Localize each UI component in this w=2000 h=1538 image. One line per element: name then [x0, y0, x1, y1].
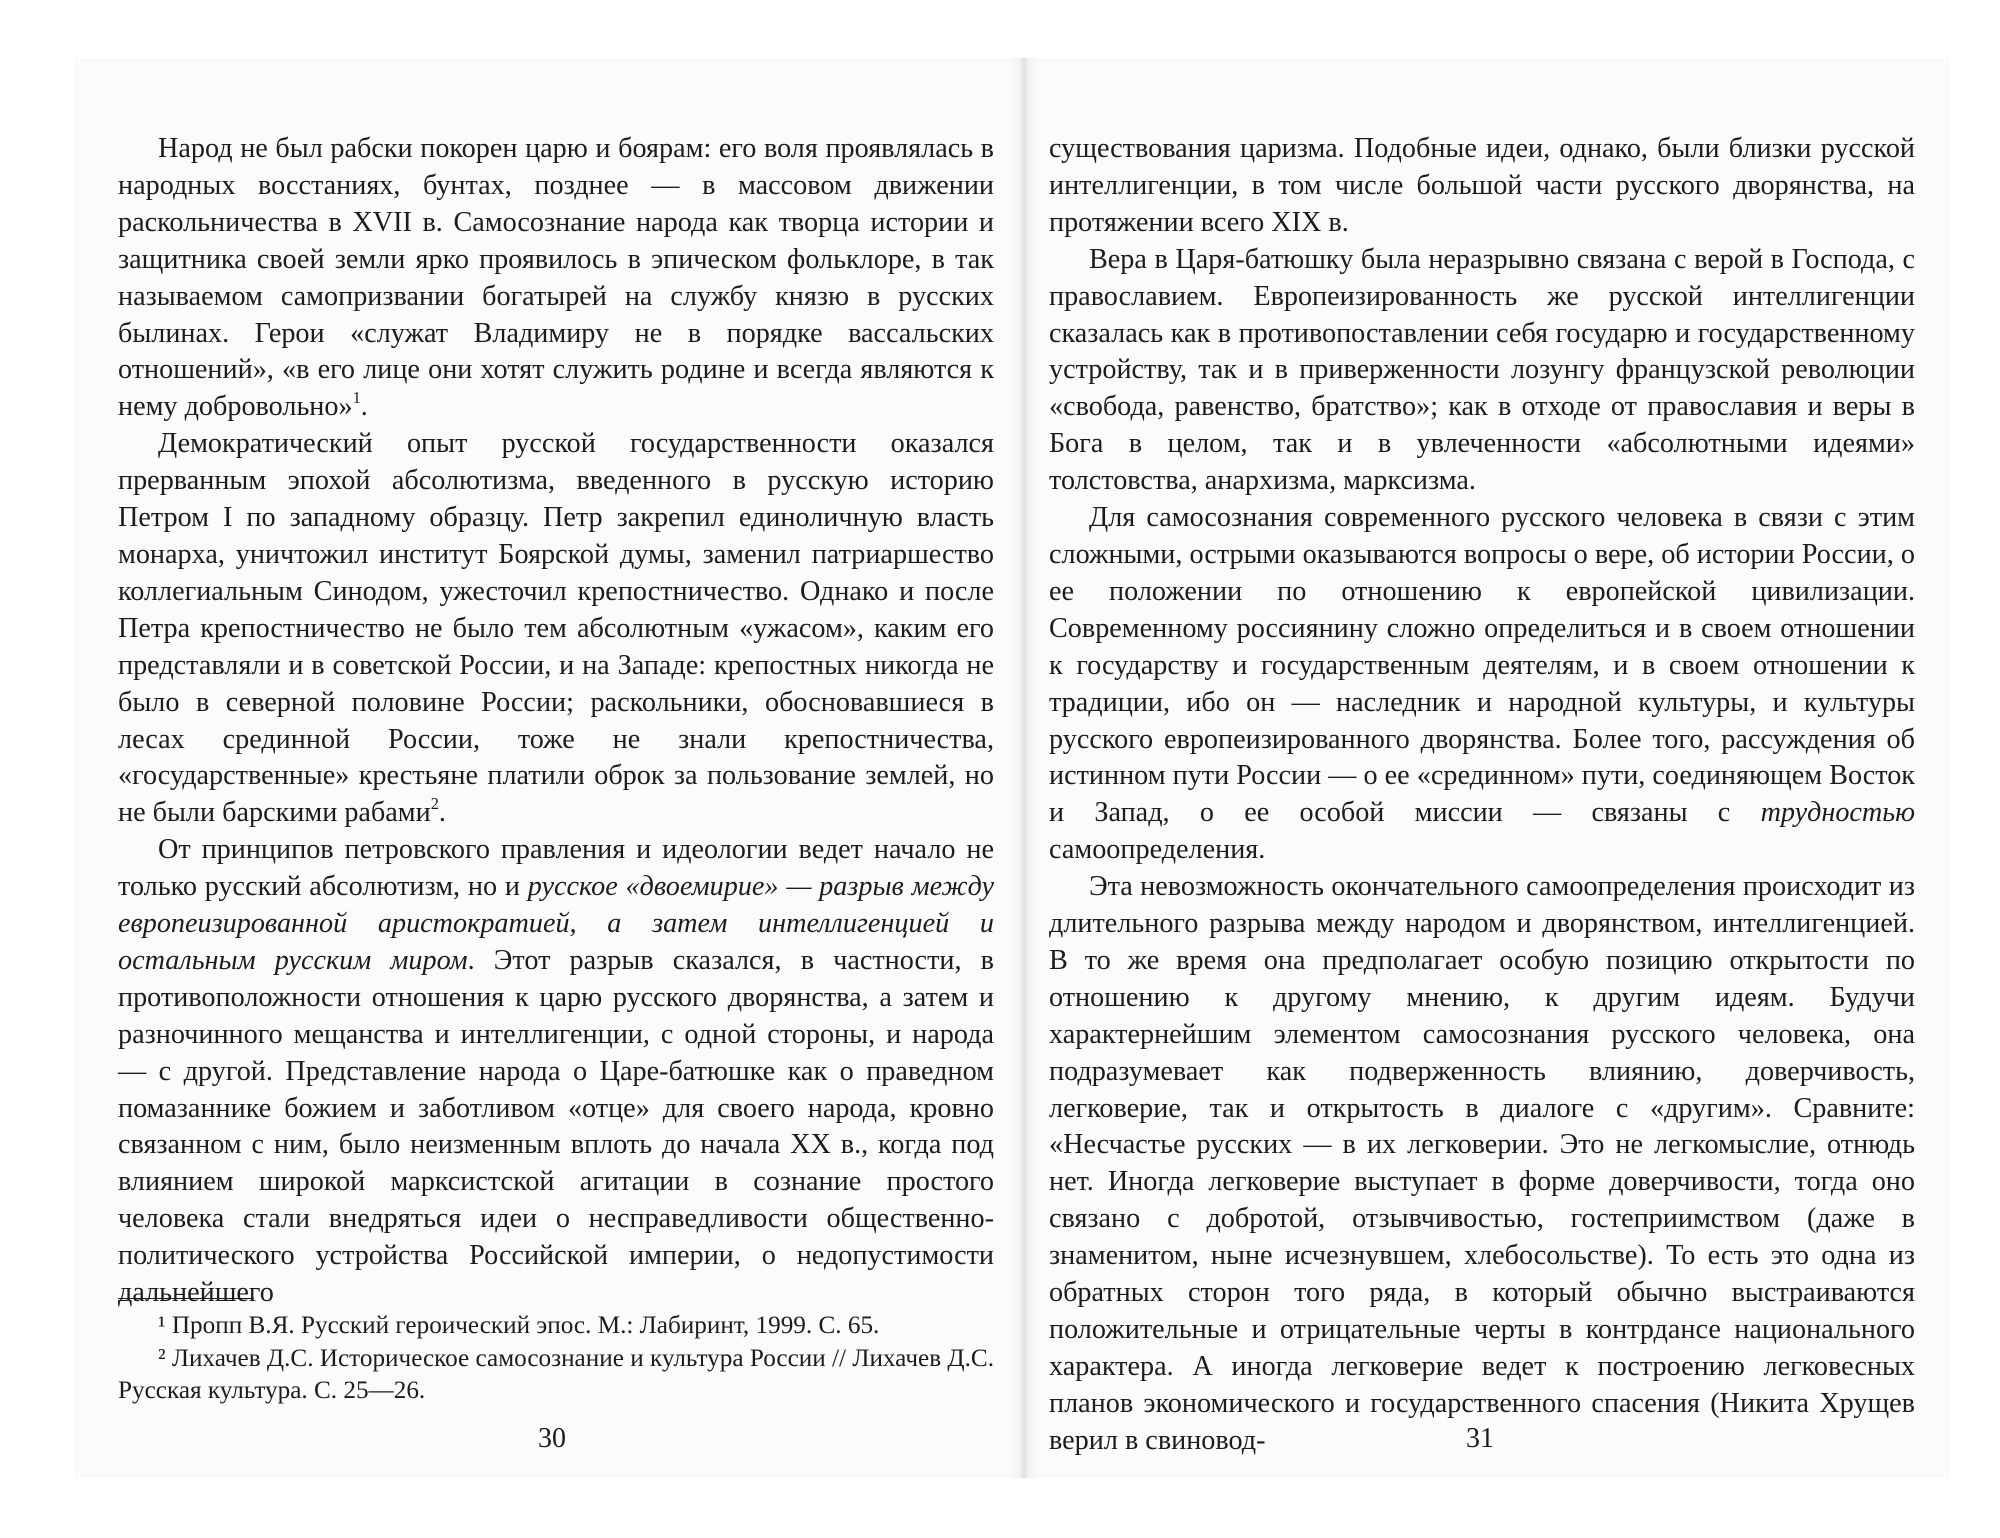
- text-run: Демократический опыт русской государственности оказался прерванным эпохой абсолютизма, введенного в русскую историю Петром I по западному образцу. Петр закрепил единоличную власть монарха, уничтожил институт Боярской думы, заменил патриаршество коллегиальным Синодом, ужесточил крепостничество. Однако и после Петра крепостничество не было тем абсолютным «ужасом», каким его представляли и в советской России, и на Западе: крепостных никогда не было в северной половине России; раскольники, обосновавшиеся в лесах срединной России, тоже не знали крепостничества, «государственные» крестьяне платили оброк за пользование землей, но не были барскими рабами: [118, 428, 994, 829]
- footnote-2: ² Лихачев Д.С. Историческое самосознание и культура России // Лихачев Д.С. Русская культура. С. 25—26.: [118, 1344, 994, 1404]
- footnote-1: ¹ Пропп В.Я. Русский героический эпос. М.: Лабиринт, 1999. С. 65.: [158, 1312, 880, 1339]
- text-run: существования царизма. Подобные идеи, однако, были близки русской интеллигенции, в том числе большой части русского дворянства, на протяжении всего XIX в.: [1049, 133, 1915, 238]
- left-paragraph-2: [118, 426, 994, 832]
- footnotes: [118, 1310, 994, 1408]
- italic-run: трудностью: [1760, 797, 1915, 829]
- footnote-marker: 2: [430, 794, 439, 814]
- right-paragraph-3: [1049, 500, 1915, 869]
- italic-run: русское «двоемирие» — разрыв между европеизированной аристократией, а затем интеллигенцией и остальным русским миром: [118, 871, 994, 976]
- text-run: Эта невозможность окончательного самоопределения происходит из длительного разрыва между народом и дворянством, интеллигенцией. В то же время она предполагает особую позицию открытости по отношению к другому мнению, к другим идеям. Будучи характернейшим элементом самосознания русского человека, она подразумевает как подверженность влиянию, доверчивость, легковерие, так и открытость в диалоге с «другим». Сравните: «Несчастье русских — в их легковерии. Это не легкомыслие, отнюдь нет. Иногда легковерие выступает в форме доверчивости, тогда оно связано с добротой, отзывчивостью, гостеприимством (даже в знаменитом, ныне исчезнувшем, хлебосольстве). То есть это одна из обратных сторон того ряда, в который обычно выстраиваются положительные и отрицательные черты в контрдансе национального характера. А иногда легковерие ведет к построению легковесных планов экономического и государственного спасения (Никита Хрущев верил в свиновод-: [1049, 871, 1915, 1456]
- footnote-marker: 1: [352, 388, 361, 408]
- book-gutter: [1019, 58, 1029, 1478]
- text-run: .: [438, 797, 446, 829]
- left-page-body: [118, 131, 994, 1312]
- text-run: Народ не был рабски покорен царю и боярам: его воля проявлялась в народных восстаниях, бунтах, позднее — в массовом движении раскольничества в XVII в. Самосознание народа как творца истории и защитника своей земли ярко проявилось в эпическом фольклоре, в так называемом самопризвании богатырей на службу князю в русских былинах. Герои «служат Владимиру не в порядке вассальских отношений», «в его лице они хотят служить родине и всегда являются к нему добровольно»: [118, 133, 994, 423]
- left-paragraph-3: [118, 832, 994, 1312]
- text-run: .: [360, 391, 368, 423]
- text-run: . Этот разрыв сказался, в частности, в противоположности отношения к царю русского дворянства, а затем и разночинного мещанства и интеллигенции, с одной стороны, и народа — с другой. Представление народа о Царе-батюшке как о праведном помазаннике божием и заботливом «отце» для своего народа, кровно связанном с ним, было неизменным вплоть до начала XX в., когда под влиянием широкой марксистской агитации в сознание простого человека стали внедряться идеи о несправедливости общественно-политического устройства Российской империи, о недопустимости дальнейшего: [118, 944, 994, 1309]
- text-run: Вера в Царя-батюшку была неразрывно связана с верой в Господа, с православием. Европеизированность же русской интеллигенции сказалась как в противопоставлении себя государю и государственному устройству, так и в приверженности лозунгу французской революции «свобода, равенство, братство»; как в отходе от православия и веры в Бога в целом, так и в увлеченности «абсолютными идеями» толстовства, анархизма, марксизма.: [1049, 243, 1915, 497]
- page-number-left: 30: [538, 1423, 566, 1454]
- right-paragraph-1: [1049, 131, 1915, 242]
- right-paragraph-2: [1049, 242, 1915, 500]
- left-page: [74, 58, 1024, 1478]
- text-run: самоопределения.: [1049, 834, 1266, 866]
- right-page-body: [1049, 131, 1915, 1460]
- right-paragraph-4: [1049, 869, 1915, 1460]
- page-number-right: 31: [1466, 1423, 1494, 1454]
- left-paragraph-1: [118, 131, 994, 426]
- text-run: От принципов петровского правления и идеологии ведет начало не только русский абсолютизм, но и: [118, 834, 994, 903]
- text-run: Для самосознания современного русского человека в связи с этим сложными, острыми оказываются вопросы о вере, об истории России, о ее положении по отношению к европейской цивилизации. Современному россиянину сложно определиться и в своем отношении к государству и государственным деятелям, и в своем отношении к традиции, ибо он — наследник и народной культуры, и культуры русского европеизированного дворянства. Более того, рассуждения об истинном пути России — о ее «срединном» пути, соединяющем Восток и Запад, о ее особой миссии — связаны с: [1049, 502, 1915, 829]
- right-page: [1024, 58, 1950, 1478]
- footnote-rule: [118, 1298, 254, 1299]
